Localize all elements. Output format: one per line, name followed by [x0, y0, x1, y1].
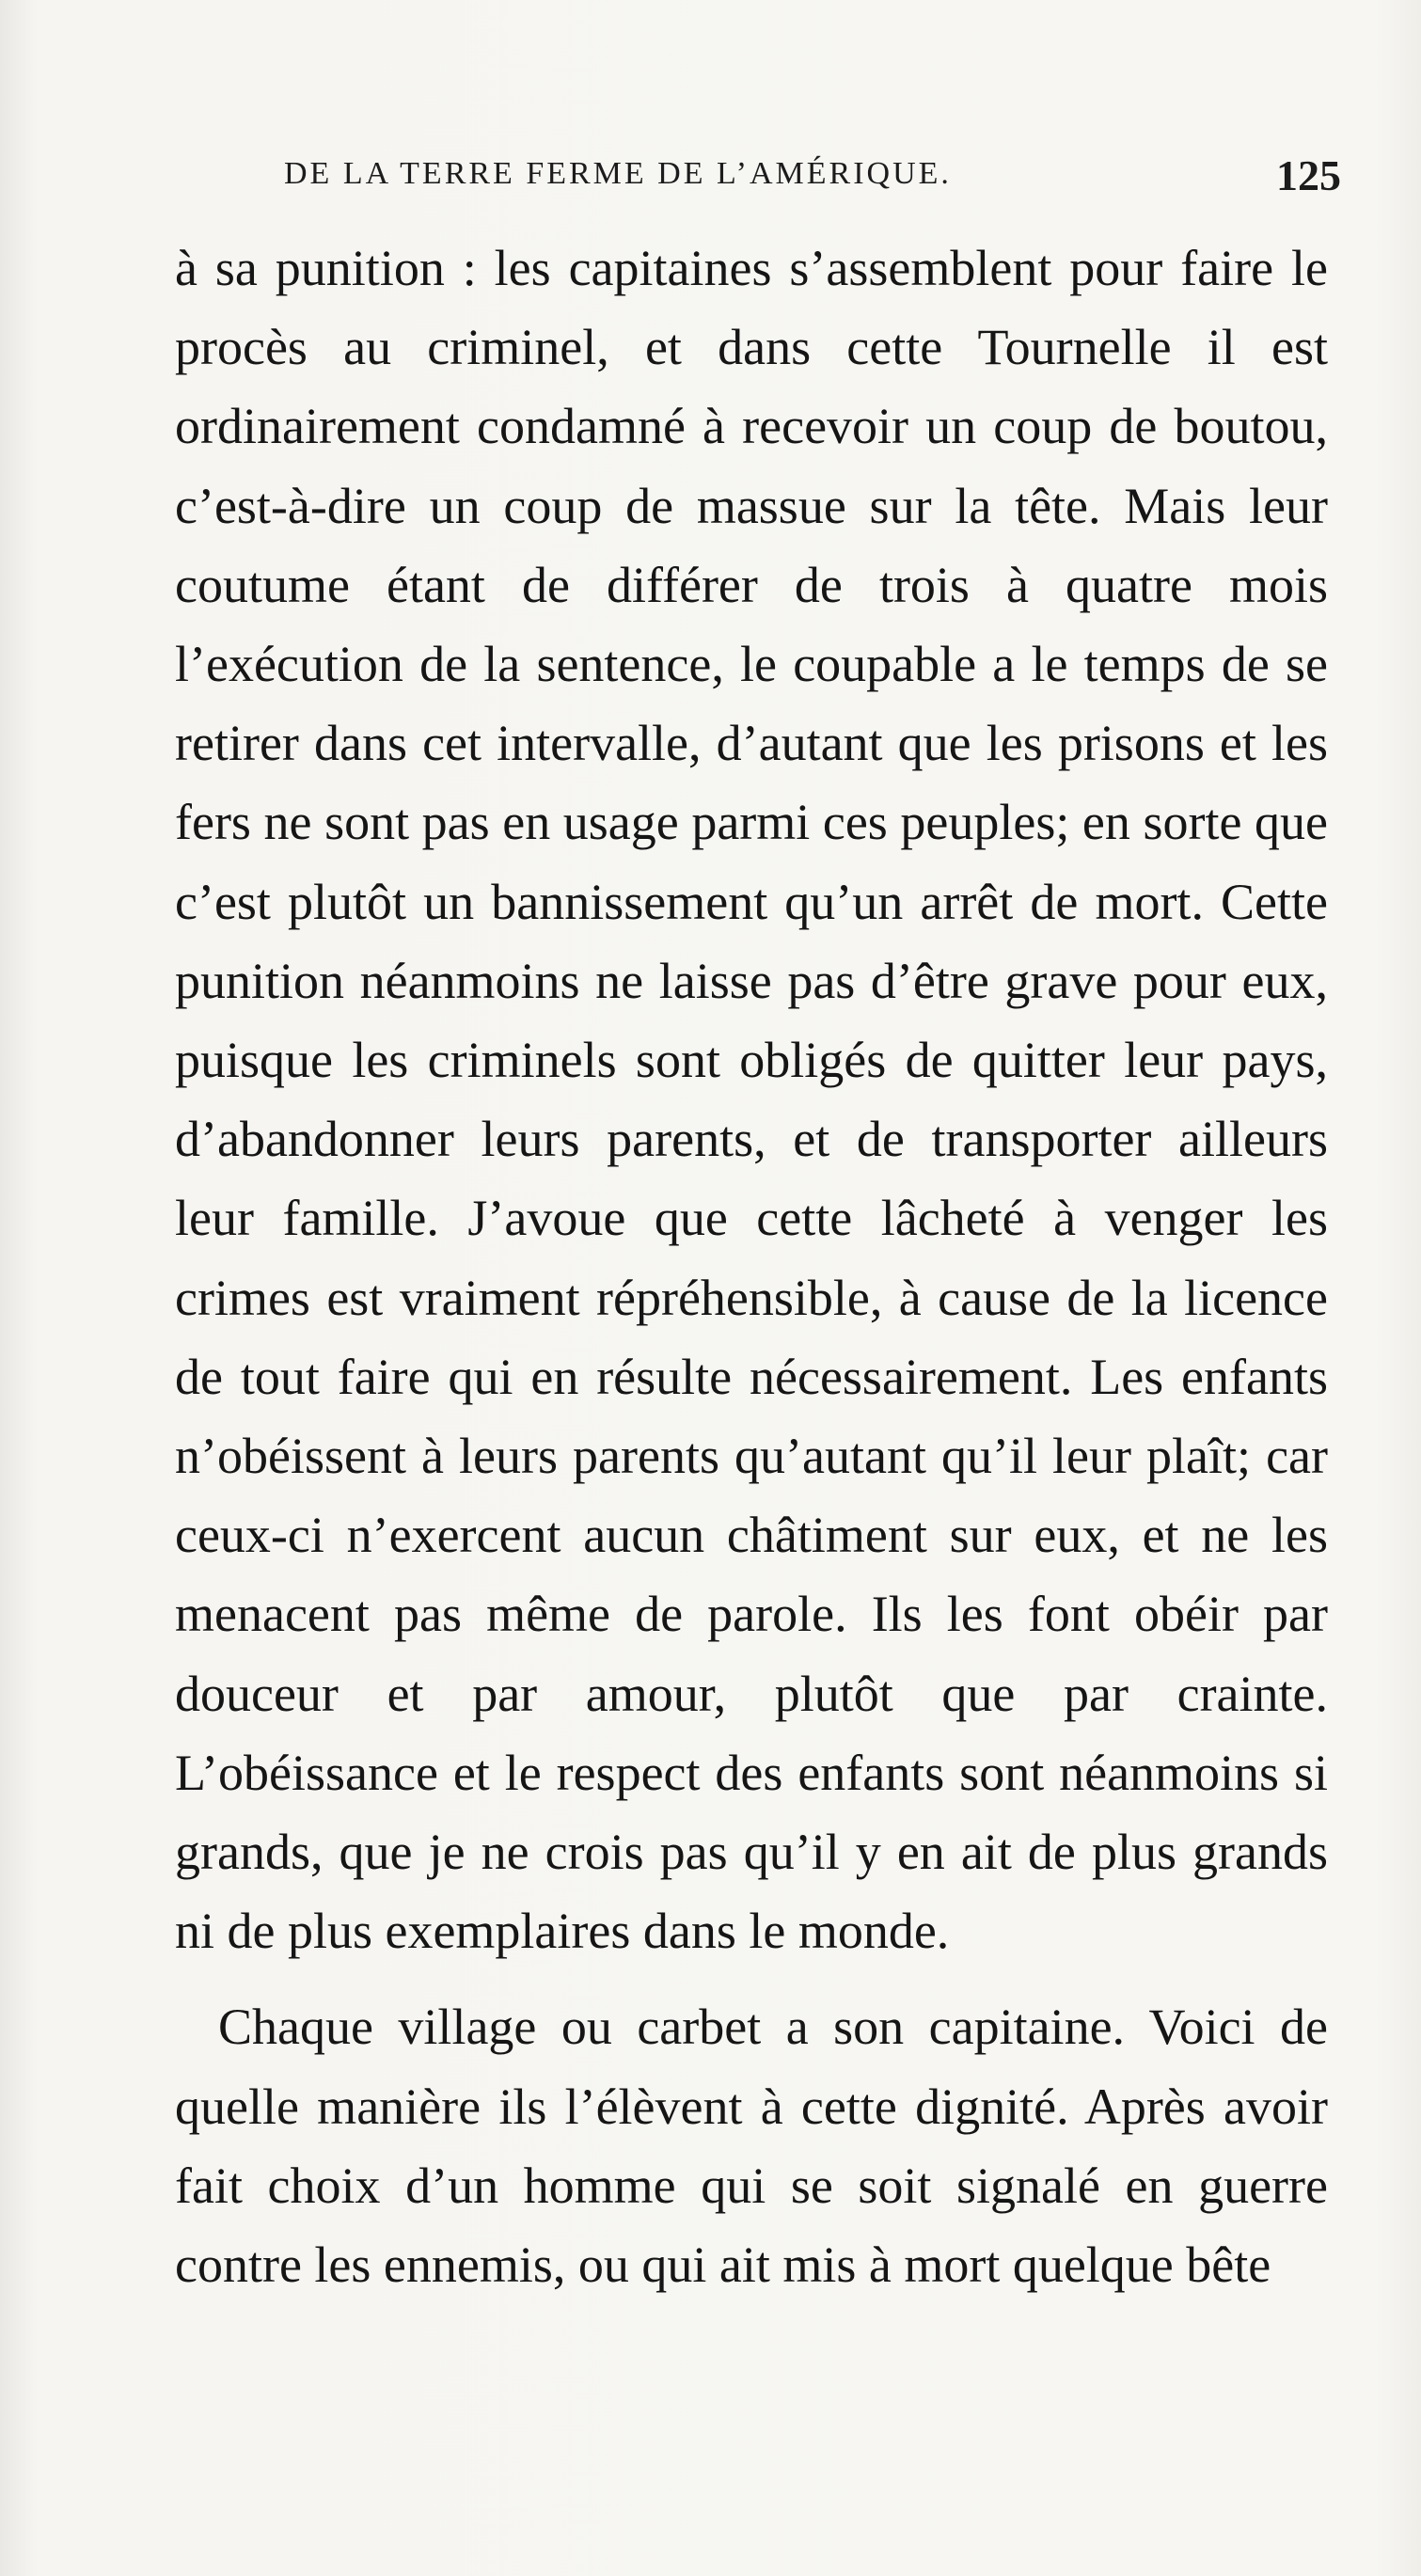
- body-text: [175, 229, 1328, 2304]
- paragraph: à sa punition : les capitaines s’assemblent pour faire le procès au criminel, et dans cette Tournelle il est ordinairement condamné à recevoir un coup de boutou, c’est-à-dire un coup de massue sur la tête. Mais leur coutume étant de différer de trois à quatre mois l’exécution de la sentence, le coupable a le temps de se retirer dans cet intervalle, d’autant que les prisons et les fers ne sont pas en usage parmi ces peuples; en sorte que c’est plutôt un bannissement qu’un arrêt de mort. Cette punition néanmoins ne laisse pas d’être grave pour eux, puisque les criminels sont obligés de quitter leur pays, d’abandonner leurs parents, et de transporter ailleurs leur famille. J’avoue que cette lâcheté à venger les crimes est vraiment répréhensible, à cause de la licence de tout faire qui en résulte nécessairement. Les enfants n’obéissent à leurs parents qu’autant qu’il leur plaît; car ceux-ci n’exercent aucun châtiment sur eux, et ne les menacent pas même de parole. Ils les font obéir par douceur et par amour, plutôt que par crainte. L’obéissance et le respect des enfants sont néanmoins si grands, que je ne crois pas qu’il y en ait de plus grands ni de plus exemplaires dans le monde.: [175, 240, 1328, 1960]
- page-number: 125: [1276, 151, 1341, 199]
- running-head: [284, 150, 1341, 207]
- paragraph: Chaque village ou carbet a son capitaine. Voici de quelle manière ils l’élèvent à cette dignité. Après avoir fait choix d’un homme qui se soit signalé en guerre contre les ennemis, ou qui ait mis à mort quelque bête: [175, 1999, 1328, 2294]
- running-title: DE LA TERRE FERME DE L’AMÉRIQUE.: [284, 156, 952, 191]
